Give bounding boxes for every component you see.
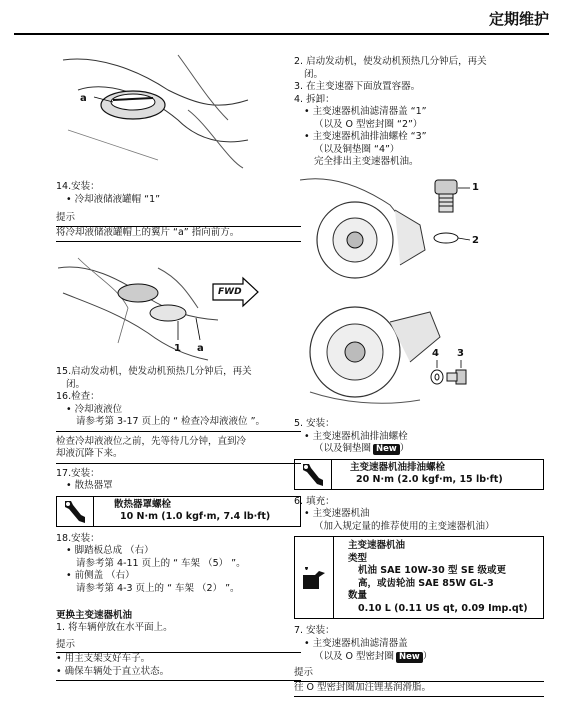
tip-2-bullet1: • 用主支架支好车子。 bbox=[56, 653, 151, 665]
label-a: a bbox=[80, 93, 87, 104]
oil-spec-box bbox=[294, 536, 544, 619]
step-4-sub1: （以及 O 型密封圈 “2”） bbox=[314, 118, 423, 130]
step-5-sub: （以及铜垫圈 New ） bbox=[314, 443, 410, 455]
section-step1: 1. 将车辆停放在水平面上。 bbox=[56, 622, 173, 634]
label-2: 2 bbox=[472, 235, 479, 246]
label-1: 1 bbox=[174, 343, 181, 354]
section-title: 更换主变速器机油 bbox=[56, 609, 133, 621]
oil-qty-label: 数量 bbox=[348, 590, 368, 602]
tip-1-title: 提示 bbox=[56, 212, 301, 227]
label-a: a bbox=[197, 343, 204, 354]
torque-box-radiator bbox=[56, 496, 301, 527]
step-17-title: 17.安装： bbox=[56, 467, 100, 479]
step-17-item: • 散热器罩 bbox=[66, 480, 113, 492]
step-14-title: 14.安装： bbox=[56, 181, 100, 192]
oil-title: 主变速器机油 bbox=[348, 540, 406, 552]
step-18-title: 18.安装： bbox=[56, 532, 100, 544]
step-7-title: 7. 安装： bbox=[294, 625, 335, 637]
step-3: 3. 在主变速器下面放置容器。 bbox=[294, 81, 421, 93]
torque-title: 主变速器机油排油螺栓 bbox=[350, 461, 446, 473]
label-1: 1 bbox=[472, 182, 479, 193]
drain-bolt-figure bbox=[300, 282, 485, 412]
tip-3-text: 往 O 型密封圈加注锂基润滑脂。 bbox=[294, 682, 544, 698]
step-2-line2: 闭。 bbox=[304, 68, 324, 80]
step-18-item2: • 前侧盖 （右） bbox=[66, 570, 135, 582]
step-6-sub: （加入规定量的推荐使用的主变速器机油） bbox=[314, 520, 495, 532]
step-4-title: 4. 拆卸： bbox=[294, 93, 335, 105]
step-14-item: • 冷却液储液罐帽 “1” bbox=[66, 193, 161, 205]
oil-filter-cap-figure bbox=[300, 170, 485, 280]
step-18-ref2: 请参考第 4-3 页上的 “ 车架 （2） ”。 bbox=[76, 582, 240, 594]
step-18-ref1: 请参考第 4-11 页上的 “ 车架 （5） ”。 bbox=[76, 557, 246, 569]
step-16-ref: 请参考第 3-17 页上的 “ 检查冷却液液位 ”。 bbox=[56, 416, 301, 432]
step-5-title: 5. 安装： bbox=[294, 418, 335, 429]
step-4-item2: • 主变速器机油排油螺栓 “3” bbox=[304, 131, 427, 143]
torque-box-drain-bolt bbox=[294, 459, 544, 490]
left-column bbox=[56, 181, 301, 242]
oil-qty: 0.10 L (0.11 US qt, 0.09 Imp.qt) bbox=[358, 602, 528, 614]
step-5-item: • 主变速器机油排油螺栓 bbox=[304, 430, 408, 442]
page-title: 定期维护 bbox=[488, 10, 549, 28]
step-6-item: • 主变速器机油 bbox=[304, 508, 370, 520]
step-7-sub: （以及 O 型密封圈 New ） bbox=[314, 650, 433, 662]
tip-2-bullet2: • 确保车辆处于直立状态。 bbox=[56, 666, 301, 682]
tip-2-title: 提示 bbox=[56, 639, 301, 654]
label-4: 4 bbox=[432, 348, 439, 359]
tip-3-title: 提示 bbox=[294, 667, 544, 682]
step-4-drain: 完全排出主变速器机油。 bbox=[314, 156, 419, 168]
coolant-reservoir-figure bbox=[58, 50, 253, 170]
coolant-cap-figure bbox=[58, 248, 263, 363]
right-column-lower bbox=[294, 418, 544, 697]
right-column bbox=[294, 56, 544, 169]
tip-1-text: 将冷却液储液罐帽上的翼片 “a” 指向前方。 bbox=[56, 227, 301, 243]
oil-type-label: 类型 bbox=[348, 552, 368, 564]
header-rule bbox=[14, 33, 549, 35]
step-2-line1: 2. 启动发动机，使发动机预热几分钟后，再关 bbox=[294, 56, 487, 67]
torque-value: 10 N·m (1.0 kgf·m, 7.4 lb·ft) bbox=[120, 511, 271, 523]
step-6-title: 6. 填充： bbox=[294, 495, 335, 507]
label-3: 3 bbox=[457, 348, 464, 359]
new-badge: New bbox=[373, 444, 400, 455]
wrench-icon bbox=[295, 460, 332, 489]
step-7-item: • 主变速器机油滤清器盖 bbox=[304, 637, 408, 649]
fwd-arrow-label: FWD bbox=[218, 287, 242, 297]
warning-line1: 检查冷却液液位之前，先等待几分钟，直到冷 bbox=[56, 435, 247, 447]
oil-type-line1: 机油 SAE 10W-30 型 SE 级或更 bbox=[358, 565, 506, 577]
oil-can-icon bbox=[295, 537, 334, 618]
step-18-item1: • 脚踏板总成 （右） bbox=[66, 545, 154, 557]
oil-type-line2: 高，或齿轮油 SAE 85W GL-3 bbox=[358, 577, 494, 589]
torque-value: 20 N·m (2.0 kgf·m, 15 lb·ft) bbox=[356, 474, 503, 486]
step-15-line2: 闭。 bbox=[66, 378, 86, 390]
step-4-sub2: （以及铜垫圈 “4”） bbox=[314, 143, 400, 155]
warning-line2: 却液沉降下来。 bbox=[56, 448, 301, 464]
left-column-lower bbox=[56, 366, 301, 681]
step-16-title: 16.检查： bbox=[56, 391, 100, 403]
step-16-item: • 冷却液液位 bbox=[66, 403, 123, 415]
wrench-icon bbox=[57, 497, 94, 526]
step-4-item1: • 主变速器机油滤清器盖 “1” bbox=[304, 106, 427, 118]
torque-title: 散热器罩螺栓 bbox=[114, 498, 172, 510]
new-badge: New bbox=[396, 652, 423, 663]
step-15-line1: 15.启动发动机，使发动机预热几分钟后，再关 bbox=[56, 366, 252, 377]
